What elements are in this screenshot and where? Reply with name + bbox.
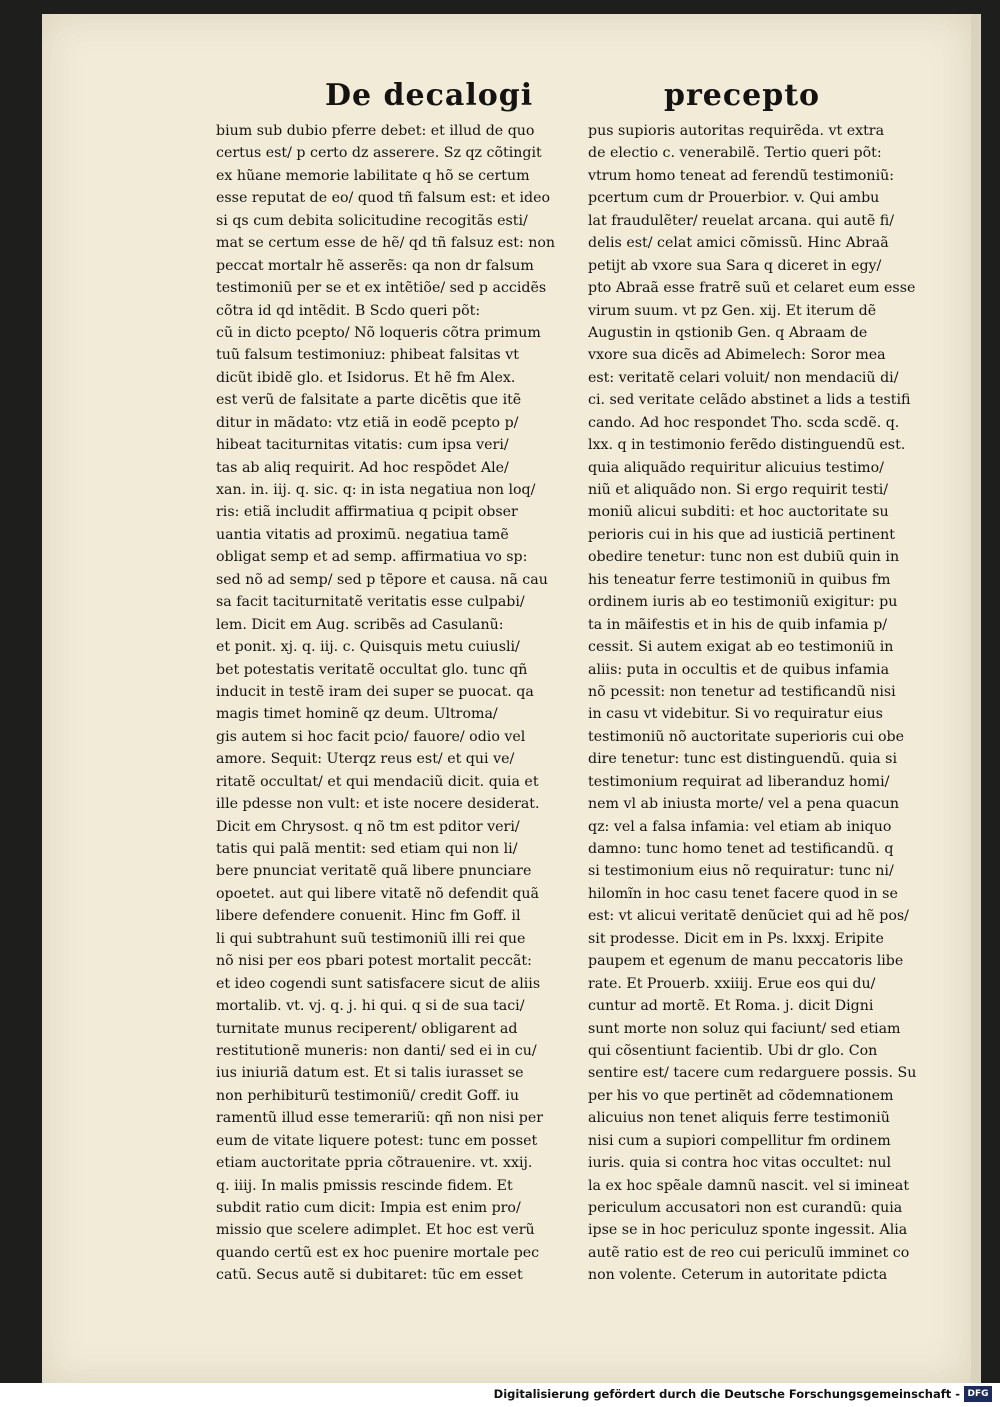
text-line: hilomĩn in hoc casu tenet facere quod in se bbox=[588, 885, 898, 902]
text-line: dicũt ibidẽ glo. et Isidorus. Et hẽ fm Alex. bbox=[216, 369, 516, 386]
text-line: cessit. Si autem exigat ab eo testimoniũ in bbox=[588, 639, 894, 656]
text-line: etiam auctoritate ppria cõtrauenire. vt. xxij. bbox=[216, 1155, 533, 1172]
funding-footer bbox=[0, 1383, 1000, 1407]
text-line: libere defendere conuenit. Hinc fm Goff. il bbox=[216, 908, 521, 925]
text-line: amore. Sequit: Uterqz reus est/ et qui ve/ bbox=[216, 751, 515, 768]
text-line: ci. sed veritate celãdo abstinet a lids a testifi bbox=[588, 392, 911, 409]
text-line: perioris cui in his que ad iusticiã pertinent bbox=[588, 526, 895, 543]
text-line: pcertum cum dr Prouerbior. v. Qui ambu bbox=[588, 190, 880, 207]
text-line: lxx. q in testimonio ferẽdo distinguendũ est. bbox=[588, 437, 906, 454]
text-line: ipse se in hoc periculuz sponte ingessit. Alia bbox=[588, 1222, 908, 1239]
text-line: niũ et aliquãdo non. Si ergo requirit testi/ bbox=[588, 482, 889, 498]
text-line: vxore sua dicẽs ad Abimelech: Soror mea bbox=[588, 347, 886, 364]
text-line: moniũ alicui subditi: et hoc auctoritate su bbox=[588, 504, 889, 521]
text-line: ordinem iuris ab eo testimoniũ exigitur: pu bbox=[588, 594, 898, 611]
text-line: tatis qui palã mentit: sed etiam qui non li/ bbox=[216, 841, 518, 857]
text-line: bet potestatis veritatẽ occultat glo. tunc qñ bbox=[216, 661, 528, 678]
text-line: autẽ ratio est de reo cui periculũ imminet co bbox=[588, 1244, 910, 1261]
text-line: sit prodesse. Dicit em in Ps. lxxxj. Eripite bbox=[588, 930, 884, 947]
text-line: obedire tenetur: tunc non est dubiũ quin in bbox=[588, 549, 900, 566]
text-line: q. iiij. In malis pmissis rescinde fidem. Et bbox=[216, 1177, 513, 1194]
text-line: sed nõ ad semp/ sed p tẽpore et causa. nã cau bbox=[216, 571, 548, 588]
text-line: nisi cum a supiori compellitur fm ordinem bbox=[588, 1132, 891, 1149]
text-line: periculum accusatori non est curandũ: quia bbox=[588, 1200, 903, 1216]
text-line: bium sub dubio pferre debet: et illud de quo bbox=[216, 123, 535, 139]
text-line: subdit ratio cum dicit: Impia est enim pro/ bbox=[216, 1200, 521, 1216]
page-edge bbox=[971, 14, 981, 1383]
text-line: qui cõsentiunt facientib. Ubi dr glo. Con bbox=[588, 1042, 878, 1059]
text-line: paupem et egenum de manu peccatoris libe bbox=[588, 953, 904, 970]
text-line: his teneatur ferre testimoniũ in quibus fm bbox=[588, 571, 891, 588]
text-line: cõtra id qd intẽdit. B Scdo queri põt: bbox=[216, 302, 481, 319]
text-line: iuris. quia si contra hoc vitas occultet: nul bbox=[588, 1155, 892, 1172]
text-line: non volente. Ceterum in autoritate pdicta bbox=[588, 1267, 888, 1284]
text-line: eum de vitate liquere potest: tunc em posset bbox=[216, 1132, 538, 1149]
text-line: si testimonium eius nõ requiratur: tunc ni/ bbox=[588, 863, 894, 880]
running-header-left: De decalogi bbox=[325, 78, 534, 113]
text-line: qz: vel a falsa infamia: vel etiam ab iniquo bbox=[588, 818, 892, 835]
text-line: nõ pcessit: non tenetur ad testificandũ nisi bbox=[588, 683, 896, 700]
text-line: ris: etiã includit affirmatiua q pcipit obser bbox=[216, 504, 518, 521]
text-line: esse reputat de eo/ quod tñ falsum est: et ideo bbox=[216, 190, 551, 207]
text-line: in casu vt videbitur. Si vo requiratur eius bbox=[588, 706, 883, 723]
text-line: ditur in mãdato: vtz etiã in eodẽ pcepto p/ bbox=[216, 414, 519, 431]
text-line: mat se certum esse de hẽ/ qd tñ falsuz est: non bbox=[216, 235, 556, 252]
text-column-right bbox=[588, 120, 948, 1287]
text-column-left bbox=[216, 120, 576, 1287]
text-line: ta in mãifestis et in his de quib infamia p/ bbox=[588, 616, 888, 633]
text-line: inducit in testẽ iram dei super se puocat. qa bbox=[216, 683, 534, 700]
text-line: testimoniũ per se et ex intẽtiõe/ sed p accidẽs bbox=[216, 280, 547, 297]
text-line: aliis: puta in occultis et de quibus infamia bbox=[588, 661, 890, 678]
text-line: ius iniuriã datum est. Et si talis iurasset se bbox=[216, 1065, 524, 1082]
text-line: magis timet hominẽ qz deum. Ultroma/ bbox=[216, 706, 498, 723]
text-line: hibeat taciturnitas vitatis: cum ipsa veri/ bbox=[216, 437, 509, 454]
text-line: non perhibiturũ testimoniũ/ credit Goff. iu bbox=[216, 1087, 519, 1104]
text-line: ille pdesse non vult: et iste nocere desiderat. bbox=[216, 796, 540, 813]
running-header-right: precepto bbox=[664, 78, 821, 113]
text-line: lem. Dicit em Aug. scribẽs ad Casulanũ: bbox=[216, 616, 504, 633]
text-line: xan. in. iij. q. sic. q: in ista negatiua non loq/ bbox=[216, 482, 536, 498]
text-line: sunt morte non soluz qui faciunt/ sed etiam bbox=[588, 1020, 901, 1037]
text-line: pto Abraã esse fratrẽ suũ et celaret eum esse bbox=[588, 280, 916, 297]
text-line: cuntur ad mortẽ. Et Roma. j. dicit Digni bbox=[588, 998, 874, 1015]
text-line: damno: tunc homo tenet ad testificandũ. q bbox=[588, 841, 894, 857]
text-line: et ideo cogendi sunt satisfacere sicut de aliis bbox=[216, 975, 541, 992]
text-line: ex hũane memorie labilitate q hõ se certum bbox=[216, 167, 530, 184]
footer-text: Digitalisierung gefördert durch die Deutsche Forschungsgemeinschaft - bbox=[493, 1387, 960, 1401]
text-line: rate. Et Prouerb. xxiiij. Erue eos qui du/ bbox=[588, 975, 876, 992]
text-line: tas ab aliq requirit. Ad hoc respõdet Ale/ bbox=[216, 459, 509, 476]
text-line: pus supioris autoritas requirẽda. vt extra bbox=[588, 123, 885, 139]
text-line: delis est/ celat amici cõmissũ. Hinc Abraã bbox=[588, 235, 889, 252]
text-line: est verũ de falsitate a parte dicẽtis que itẽ bbox=[216, 392, 522, 409]
text-line: dire tenetur: tunc est distinguendũ. quia si bbox=[588, 751, 897, 768]
text-line: si qs cum debita solicitudine recogitãs esti/ bbox=[216, 212, 528, 229]
text-line: la ex hoc spẽale damnũ nascit. vel si imineat bbox=[588, 1177, 910, 1194]
text-line: cũ in dicto pcepto/ Nõ loqueris cõtra primum bbox=[216, 324, 541, 341]
text-line: bere pnunciat veritatẽ quã libere pnunciare bbox=[216, 863, 532, 880]
text-line: cando. Ad hoc respondet Tho. scda scdẽ. q. bbox=[588, 414, 900, 431]
text-line: quia aliquãdo requiritur alicuius testimo/ bbox=[588, 459, 884, 476]
text-line: ritatẽ occultat/ et qui mendaciũ dicit. quia et bbox=[216, 773, 539, 790]
text-line: lat fraudulẽter/ reuelat arcana. qui autẽ fi/ bbox=[588, 212, 895, 229]
text-line: quando certũ est ex hoc puenire mortale pec bbox=[216, 1244, 540, 1261]
text-line: ramentũ illud esse temerariũ: qñ non nisi per bbox=[216, 1110, 544, 1127]
text-line: nõ nisi per eos pbari potest mortalit peccãt: bbox=[216, 953, 532, 970]
text-line: catũ. Secus autẽ si dubitaret: tũc em esset bbox=[216, 1267, 523, 1284]
text-line: mortalib. vt. vj. q. j. hi qui. q si de sua taci/ bbox=[216, 998, 525, 1015]
text-line: est: veritatẽ celari voluit/ non mendaciũ di/ bbox=[588, 369, 899, 386]
text-line: virum suum. vt pz Gen. xij. Et iterum dẽ bbox=[588, 302, 877, 319]
text-line: opoetet. aut qui libere vitatẽ nõ defendit quã bbox=[216, 885, 539, 902]
text-line: testimonium requirat ad liberanduz homi/ bbox=[588, 773, 890, 790]
text-line: gis autem si hoc facit pcio/ fauore/ odio vel bbox=[216, 728, 526, 745]
text-line: Augustin in qstionib Gen. q Abraam de bbox=[588, 324, 868, 341]
text-line: sa facit taciturnitatẽ veritatis esse culpabi/ bbox=[216, 594, 525, 611]
text-line: tuũ falsum testimoniuz: phibeat falsitas vt bbox=[216, 347, 519, 364]
text-line: certus est/ p certo dz asserere. Sz qz cõtingit bbox=[216, 145, 542, 162]
text-line: vtrum homo teneat ad ferendũ testimoniũ: bbox=[588, 167, 895, 184]
text-line: peccat mortalr hẽ asserẽs: qa non dr falsum bbox=[216, 257, 534, 274]
text-line: de electio c. venerabilẽ. Tertio queri põt: bbox=[588, 145, 882, 162]
text-line: li qui subtrahunt suũ testimoniũ illi rei que bbox=[216, 930, 526, 947]
text-line: per his vo que pertinẽt ad cõdemnationem bbox=[588, 1087, 894, 1104]
text-line: missio que scelere adimplet. Et hoc est verũ bbox=[216, 1222, 535, 1239]
text-line: uantia vitatis ad proximũ. negatiua tamẽ bbox=[216, 526, 509, 543]
text-line: testimoniũ nõ auctoritate superioris cui obe bbox=[588, 728, 905, 745]
text-line: petijt ab vxore sua Sara q diceret in egy/ bbox=[588, 257, 882, 274]
text-line: alicuius non tenet aliquis ferre testimoniũ bbox=[588, 1110, 890, 1127]
text-line: restitutionẽ muneris: non danti/ sed ei in cu/ bbox=[216, 1042, 537, 1059]
dfg-logo: DFG bbox=[964, 1386, 992, 1402]
text-line: Dicit em Chrysost. q nõ tm est pditor veri/ bbox=[216, 818, 520, 835]
text-line: et ponit. xj. q. iij. c. Quisquis metu cuiusli/ bbox=[216, 639, 520, 656]
text-line: nem vl ab iniusta morte/ vel a pena quacun bbox=[588, 796, 899, 813]
text-line: sentire est/ tacere cum redarguere possis. Su bbox=[588, 1065, 917, 1082]
text-line: obligat semp et ad semp. affirmatiua vo sp: bbox=[216, 549, 528, 566]
text-line: turnitate munus reciperent/ obligarent ad bbox=[216, 1020, 518, 1037]
text-line: est: vt alicui veritatẽ denũciet qui ad hẽ pos/ bbox=[588, 908, 909, 925]
